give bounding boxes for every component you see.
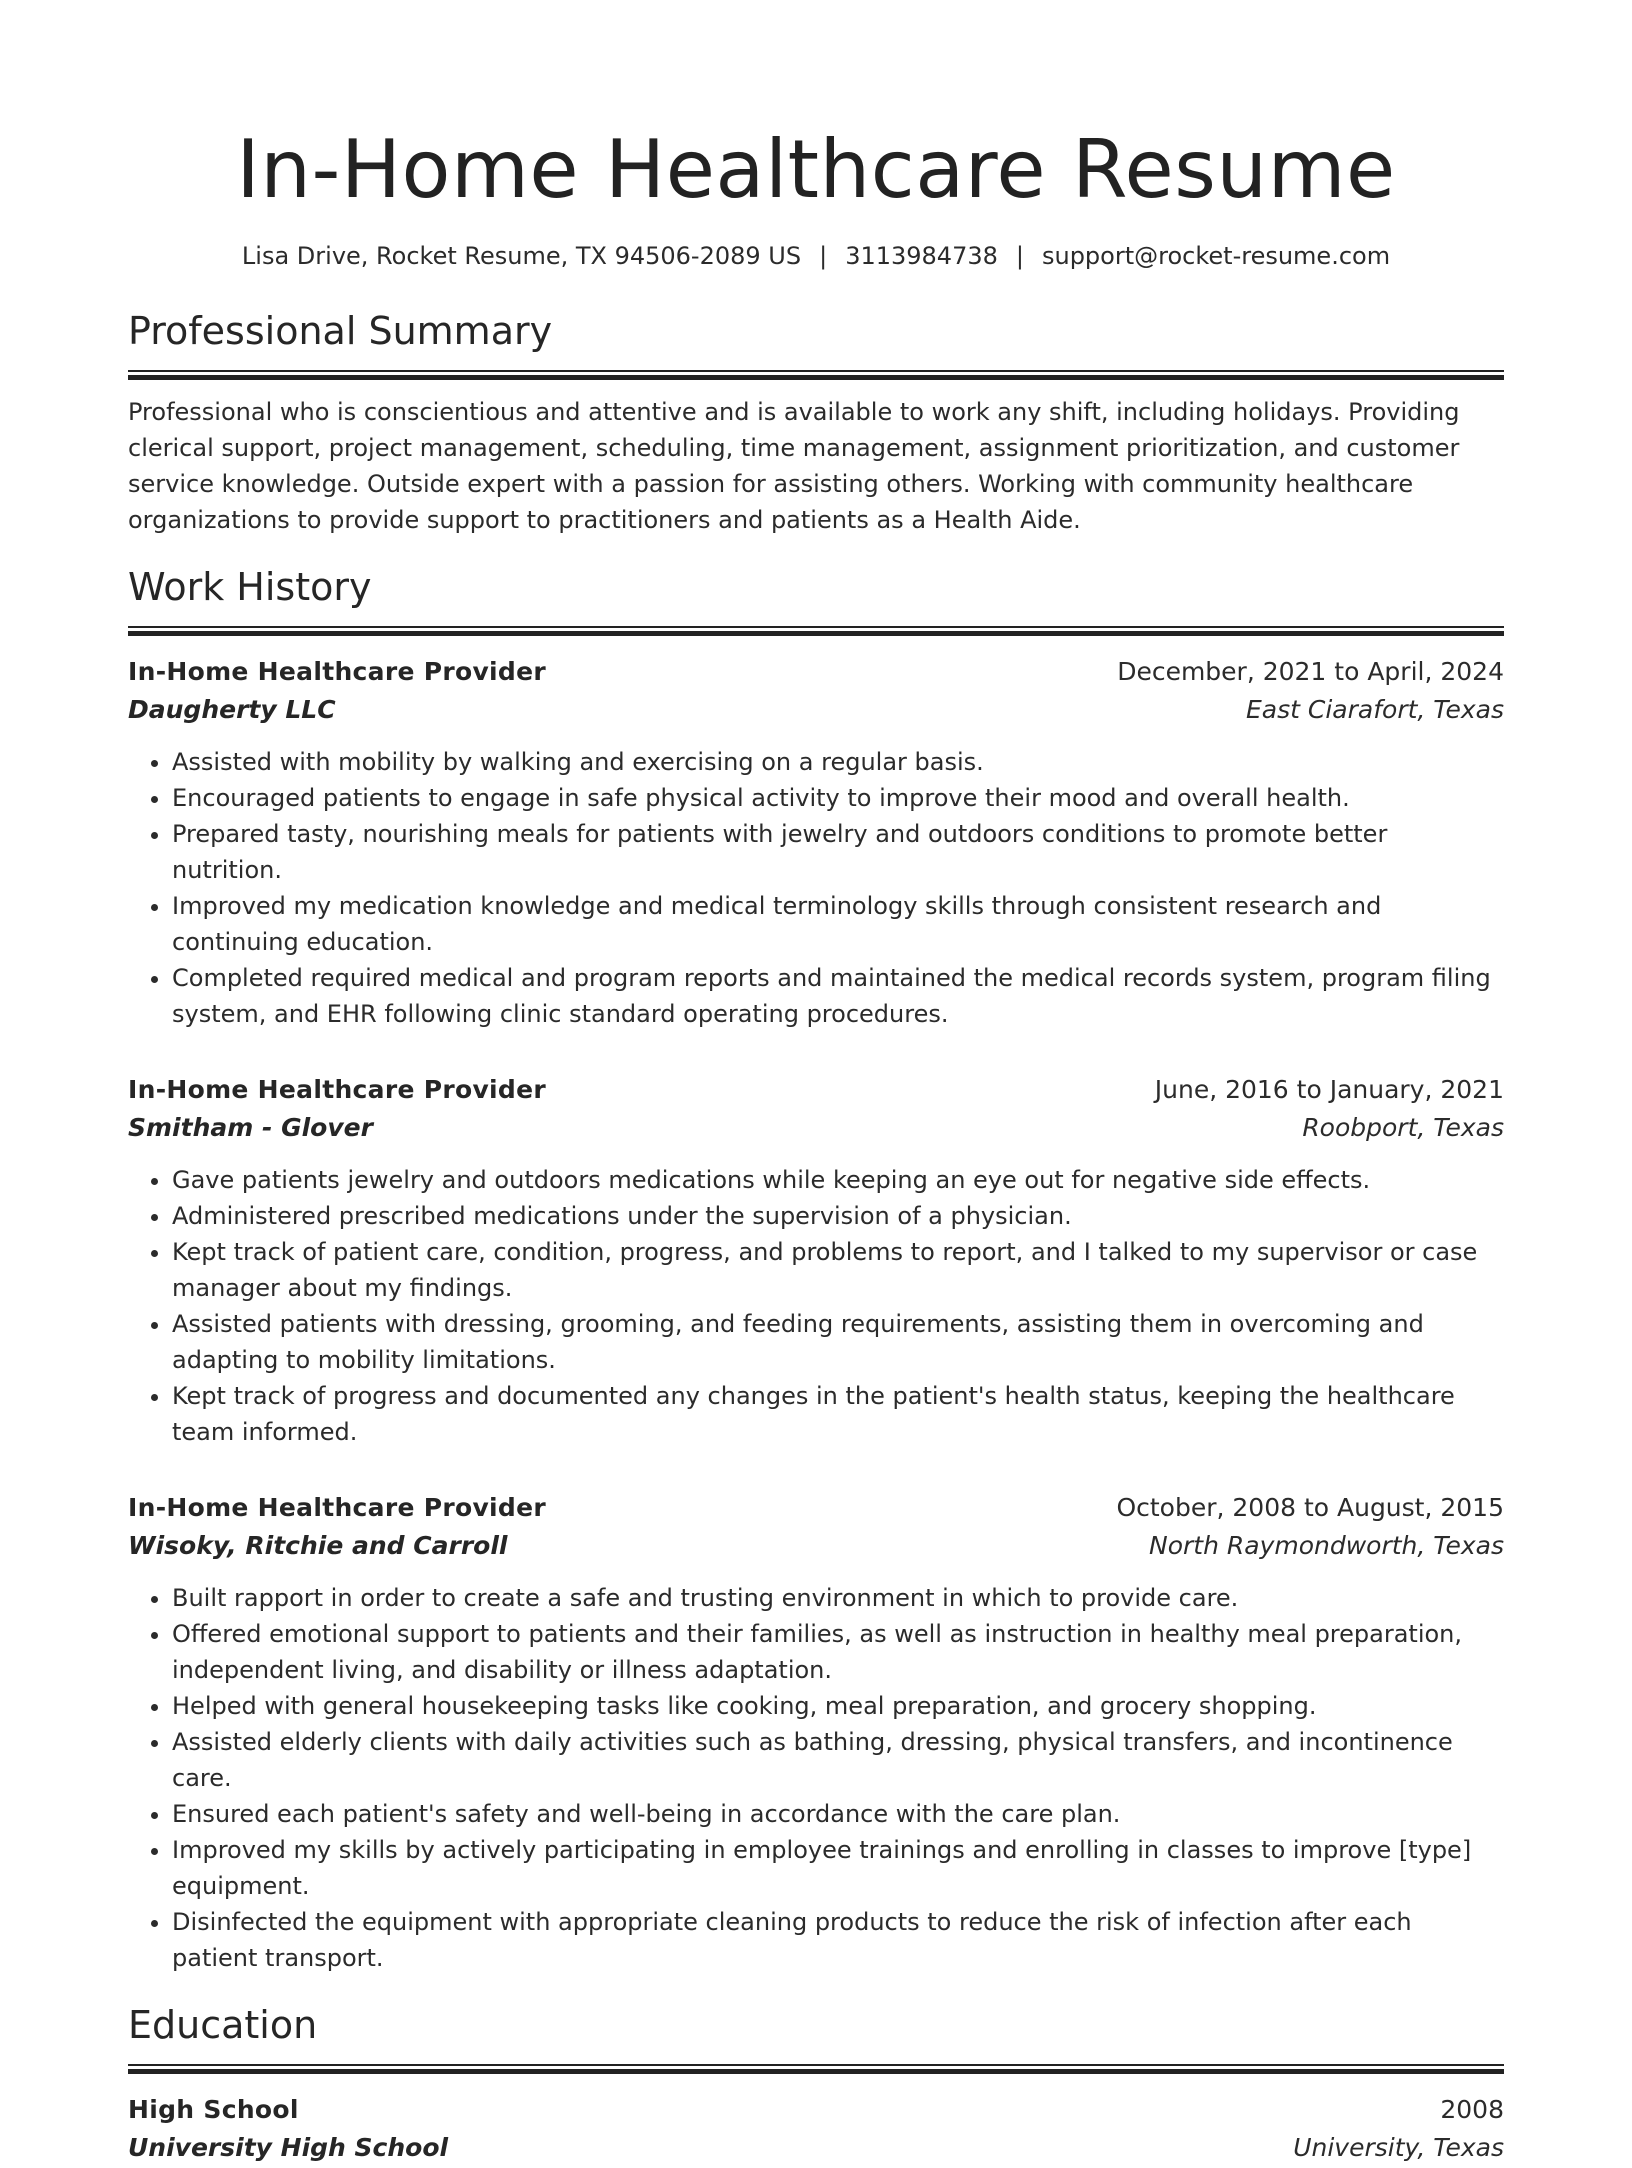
job-company: Daugherty LLC bbox=[128, 695, 336, 724]
education-section bbox=[128, 2002, 1504, 2168]
job-bullet: • Disinfected the equipment with appropriate cleaning products to reduce the risk of infection after each patient transport. bbox=[172, 1904, 1504, 1976]
job-dates: June, 2016 to January, 2021 bbox=[1154, 1075, 1504, 1104]
contact-line bbox=[128, 240, 1504, 272]
professional-summary-section bbox=[128, 308, 1504, 538]
job-bullet: • Gave patients jewelry and outdoors medications while keeping an eye out for negative side effects. bbox=[172, 1162, 1504, 1198]
job-bullet: • Completed required medical and program reports and maintained the medical records system, program filing system, and EHR following clinic standard operating procedures. bbox=[172, 960, 1504, 1032]
job-bullet: • Encouraged patients to engage in safe physical activity to improve their mood and overall health. bbox=[172, 780, 1504, 816]
job-bullet-list bbox=[128, 744, 1504, 1032]
job-bullet: • Assisted elderly clients with daily activities such as bathing, dressing, physical transfers, and incontinence care. bbox=[172, 1724, 1504, 1796]
section-divider bbox=[128, 370, 1504, 380]
contact-separator: | bbox=[1015, 242, 1024, 270]
job-bullet: • Improved my medication knowledge and medical terminology skills through consistent research and continuing education. bbox=[172, 888, 1504, 960]
contact-phone: 3113984738 bbox=[845, 242, 998, 270]
job-bullet: • Ensured each patient's safety and well-being in accordance with the care plan. bbox=[172, 1796, 1504, 1832]
education-school: University High School bbox=[128, 2133, 449, 2162]
education-degree: High School bbox=[128, 2095, 299, 2124]
job-title: In-Home Healthcare Provider bbox=[128, 657, 546, 686]
section-heading-work: Work History bbox=[128, 565, 372, 609]
job-company: Wisoky, Ritchie and Carroll bbox=[128, 1531, 508, 1560]
job-location: Roobport, Texas bbox=[1302, 1113, 1504, 1142]
job-entry bbox=[128, 654, 1504, 1032]
job-bullet: • Prepared tasty, nourishing meals for patients with jewelry and outdoors conditions to promote better nutrition. bbox=[172, 816, 1504, 888]
job-bullet: • Offered emotional support to patients and their families, as well as instruction in healthy meal preparation, independent living, and disability or illness adaptation. bbox=[172, 1616, 1504, 1688]
job-bullet: • Built rapport in order to create a safe and trusting environment in which to provide care. bbox=[172, 1580, 1504, 1616]
work-history-section bbox=[128, 564, 1504, 1976]
education-location: University, Texas bbox=[1293, 2133, 1504, 2162]
job-title: In-Home Healthcare Provider bbox=[128, 1493, 546, 1522]
education-entry bbox=[128, 2092, 1504, 2168]
contact-separator: | bbox=[819, 242, 828, 270]
job-bullet: • Assisted with mobility by walking and exercising on a regular basis. bbox=[172, 744, 1504, 780]
contact-email: support@rocket-resume.com bbox=[1041, 242, 1391, 270]
job-bullet-list bbox=[128, 1162, 1504, 1450]
job-bullet: • Helped with general housekeeping tasks like cooking, meal preparation, and grocery shopping. bbox=[172, 1688, 1504, 1724]
job-bullet: • Kept track of progress and documented any changes in the patient's health status, keeping the healthcare team informed. bbox=[172, 1378, 1504, 1450]
section-heading-education: Education bbox=[128, 2003, 318, 2047]
job-bullet: • Kept track of patient care, condition, progress, and problems to report, and I talked to my supervisor or case manager about my findings. bbox=[172, 1234, 1504, 1306]
section-divider bbox=[128, 626, 1504, 636]
job-dates: December, 2021 to April, 2024 bbox=[1117, 657, 1504, 686]
job-bullet: • Improved my skills by actively participating in employee trainings and enrolling in classes to improve [type] equipment. bbox=[172, 1832, 1504, 1904]
job-location: East Ciarafort, Texas bbox=[1246, 695, 1504, 724]
job-title: In-Home Healthcare Provider bbox=[128, 1075, 546, 1104]
section-divider bbox=[128, 2064, 1504, 2074]
contact-address: Lisa Drive, Rocket Resume, TX 94506-2089 US bbox=[241, 242, 802, 270]
job-dates: October, 2008 to August, 2015 bbox=[1116, 1493, 1504, 1522]
education-year: 2008 bbox=[1440, 2095, 1504, 2124]
resume-title: In-Home Healthcare Resume bbox=[236, 123, 1396, 216]
job-bullet: • Administered prescribed medications under the supervision of a physician. bbox=[172, 1198, 1504, 1234]
job-entry bbox=[128, 1490, 1504, 1976]
job-bullet-list bbox=[128, 1580, 1504, 1976]
job-bullet: • Assisted patients with dressing, grooming, and feeding requirements, assisting them in overcoming and adapting to mobility limitations. bbox=[172, 1306, 1504, 1378]
section-heading-summary: Professional Summary bbox=[128, 309, 553, 353]
summary-text: Professional who is conscientious and attentive and is available to work any shift, including holidays. Providing clerical support, project management, scheduling, time management, assignment prioritization, and customer service knowledge. Outside expert with a passion for assisting others. Working with community healthcare organizations to provide support to practitioners and patients as a Health Aide. bbox=[128, 398, 1460, 534]
job-entry bbox=[128, 1072, 1504, 1450]
job-company: Smitham - Glover bbox=[128, 1113, 373, 1142]
job-location: North Raymondworth, Texas bbox=[1149, 1531, 1504, 1560]
